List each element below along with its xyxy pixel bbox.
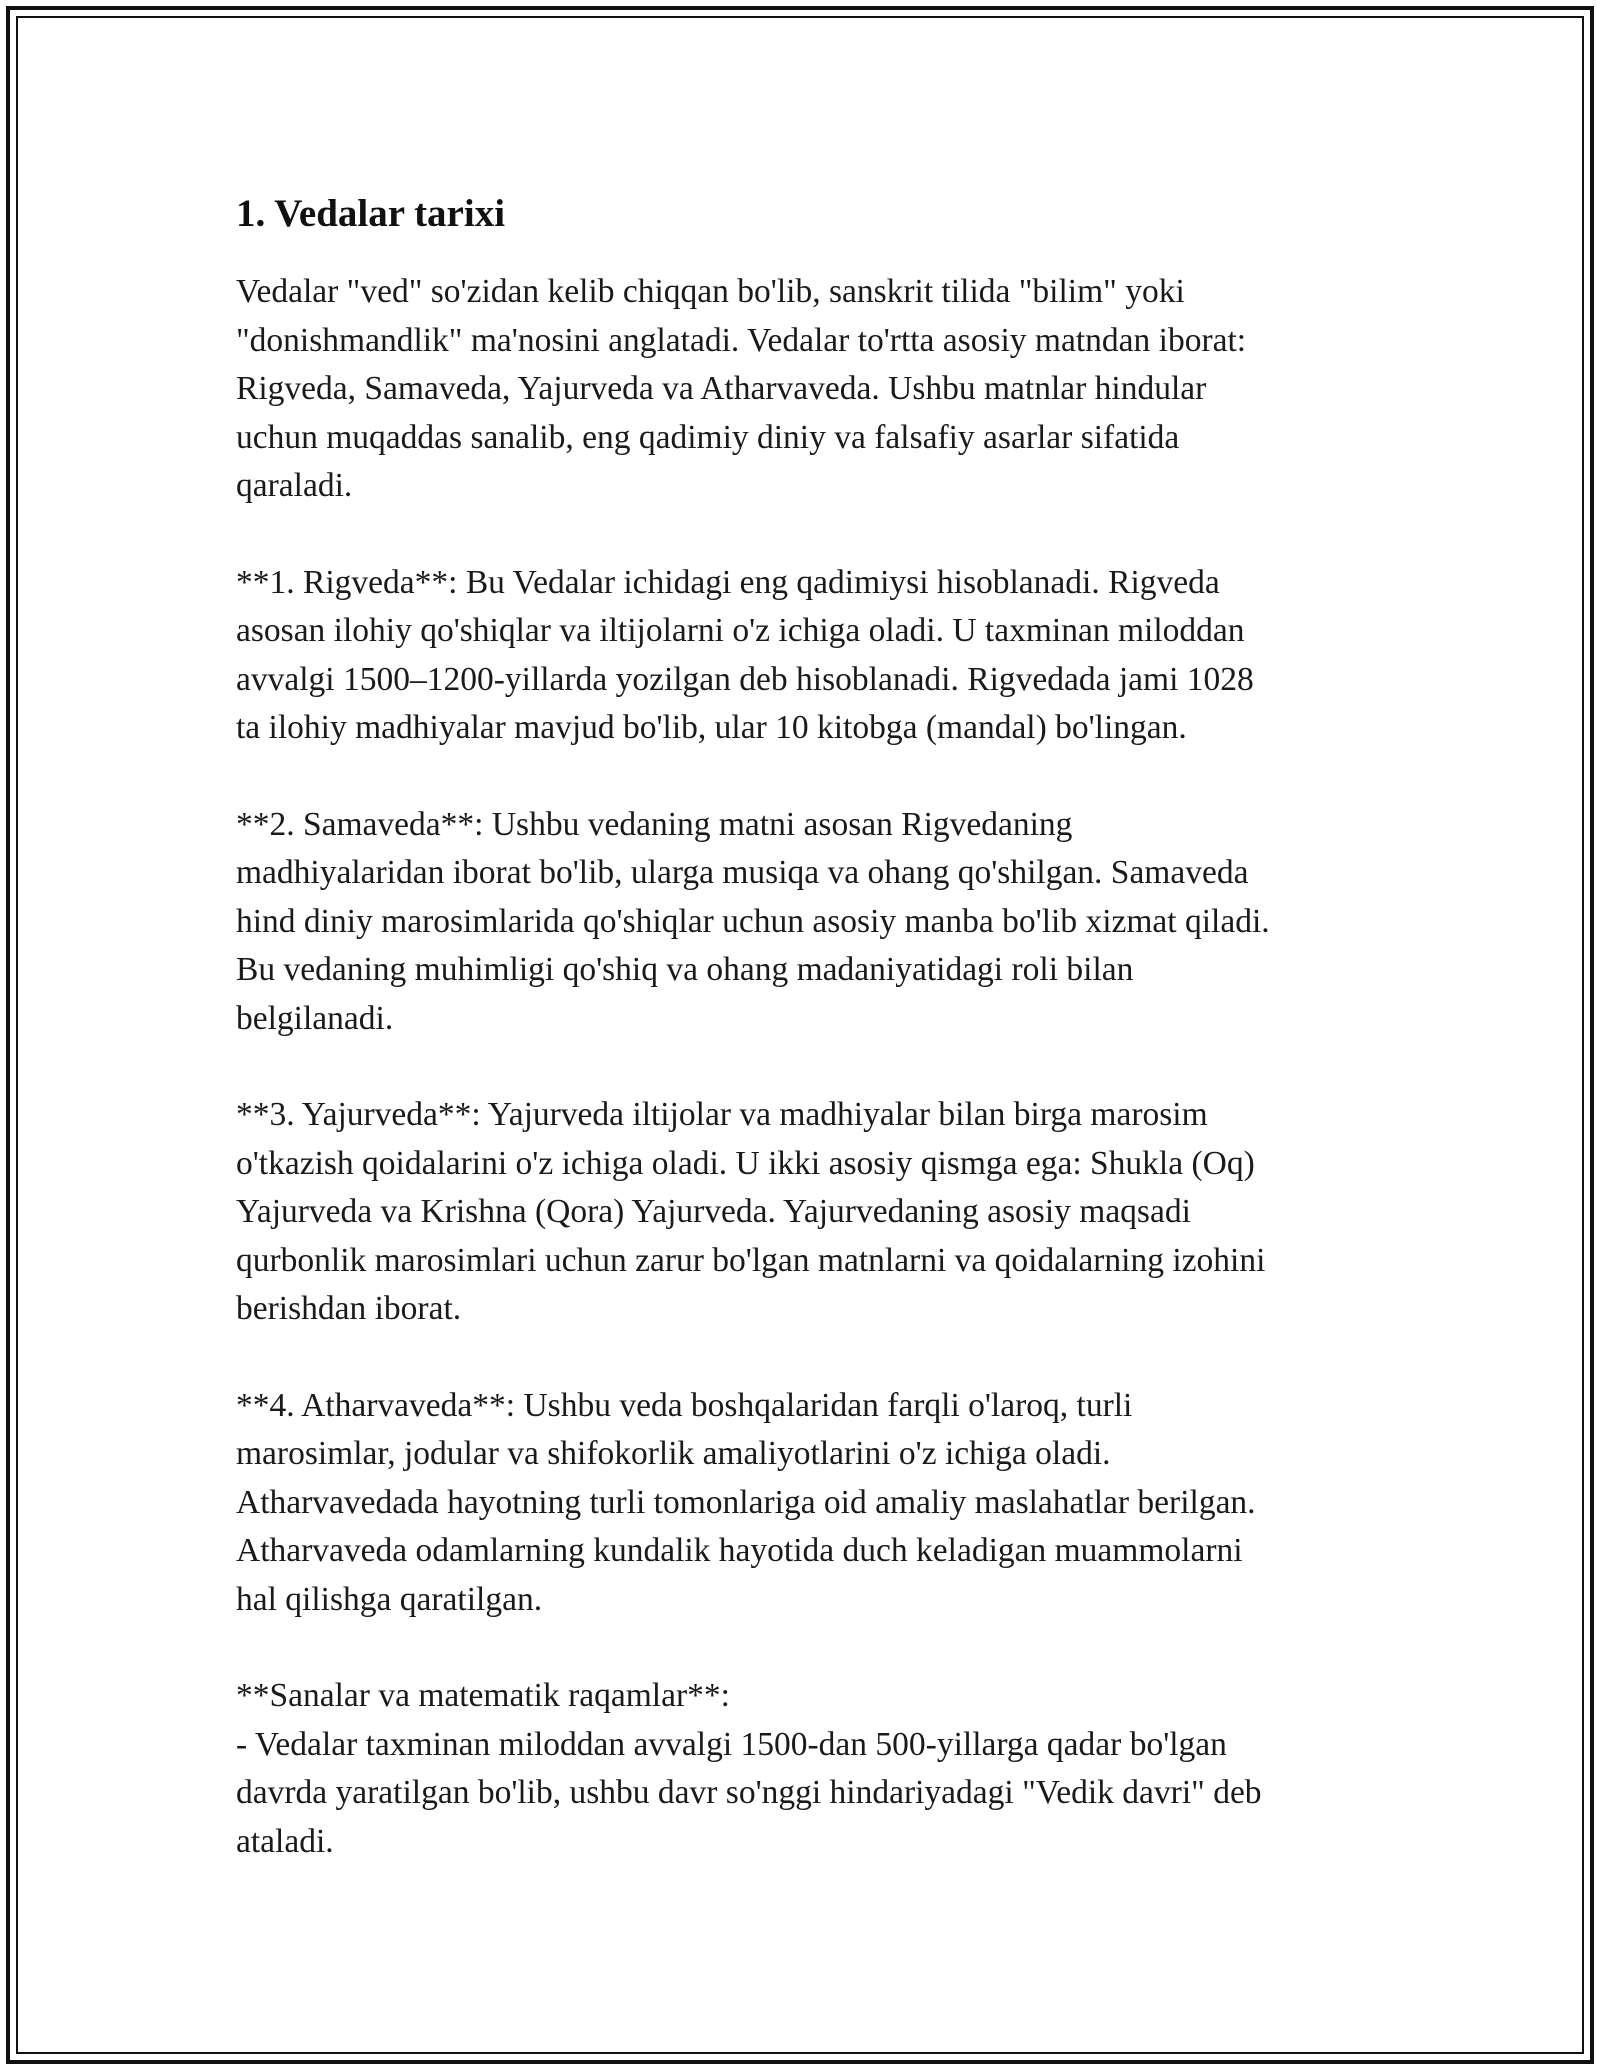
paragraph-atharvaveda [236, 1382, 1376, 1625]
paragraph-intro [236, 268, 1376, 511]
section-heading: 1. Vedalar tarixi [236, 192, 506, 235]
text-line: davrda yaratilgan bo'lib, ushbu davr so'nggi hindariyadagi "Vedik davri" deb [236, 1774, 1262, 1811]
paragraph-dates [236, 1672, 1376, 1866]
text-line: **3. Yajurveda**: Yajurveda iltijolar va madhiyalar bilan birga marosim [236, 1096, 1208, 1133]
text-line: Yajurveda va Krishna (Qora) Yajurveda. Yajurvedaning asosiy maqsadi [236, 1193, 1191, 1230]
text-line: Rigveda, Samaveda, Yajurveda va Atharvaveda. Ushbu matnlar hindular [236, 370, 1207, 407]
document-body [236, 188, 1376, 1866]
text-line: Atharvaveda odamlarning kundalik hayotida duch keladigan muammolarni [236, 1532, 1243, 1569]
text-line: hal qilishga qaratilgan. [236, 1580, 543, 1618]
text-line: - Vedalar taxminan miloddan avvalgi 1500-dan 500-yillarga qadar bo'lgan [236, 1725, 1227, 1763]
text-line: Bu vedaning muhimligi qo'shiq va ohang madaniyatidagi roli bilan [236, 951, 1134, 988]
text-line: marosimlar, jodular va shifokorlik amaliyotlarini o'z ichiga oladi. [236, 1435, 1111, 1472]
text-line: **4. Atharvaveda**: Ushbu veda boshqalaridan farqli o'laroq, turli [236, 1386, 1133, 1424]
text-line: Atharvavedada hayotning turli tomonlariga oid amaliy maslahatlar berilgan. [236, 1483, 1256, 1521]
text-line: berishdan iborat. [236, 1290, 462, 1327]
text-line: qurbonlik marosimlari uchun zarur bo'lgan matnlarni va qoidalarning izohini [236, 1241, 1266, 1279]
paragraph-rigveda [236, 559, 1376, 753]
text-line: uchun muqaddas sanalib, eng qadimiy diniy va falsafiy asarlar sifatida [236, 418, 1180, 456]
text-line: **1. Rigveda**: Bu Vedalar ichidagi eng qadimiysi hisoblanadi. Rigveda [236, 563, 1220, 601]
text-line: hind diniy marosimlarida qo'shiqlar uchun asosiy manba bo'lib xizmat qiladi. [236, 902, 1270, 940]
text-line: madhiyalaridan iborat bo'lib, ularga musiqa va ohang qo'shilgan. Samaveda [236, 854, 1249, 891]
text-line: ta ilohiy madhiyalar mavjud bo'lib, ular 10 kitobga (mandal) bo'lingan. [236, 709, 1187, 746]
text-line: belgilanadi. [236, 999, 394, 1037]
text-line: o'tkazish qoidalarini o'z ichiga oladi. U ikki asosiy qismga ega: Shukla (Oq) [236, 1144, 1255, 1182]
text-line: **Sanalar va matematik raqamlar**: [236, 1677, 730, 1714]
paragraph-samaveda [236, 801, 1376, 1044]
text-line: **2. Samaveda**: Ushbu vedaning matni asosan Rigvedaning [236, 805, 1073, 843]
text-line: avvalgi 1500–1200-yillarda yozilgan deb hisoblanadi. Rigvedada jami 1028 [236, 660, 1254, 698]
text-line: ataladi. [236, 1822, 334, 1860]
text-line: qaraladi. [236, 467, 353, 504]
paragraph-yajurveda [236, 1091, 1376, 1334]
text-line: Vedalar "ved" so'zidan kelib chiqqan bo'lib, sanskrit tilida "bilim" yoki [236, 273, 1185, 310]
text-line: asosan ilohiy qo'shiqlar va iltijolarni o'z ichiga oladi. U taxminan miloddan [236, 612, 1245, 649]
text-line: "donishmandlik" ma'nosini anglatadi. Vedalar to'rtta asosiy matndan iborat: [236, 321, 1247, 359]
